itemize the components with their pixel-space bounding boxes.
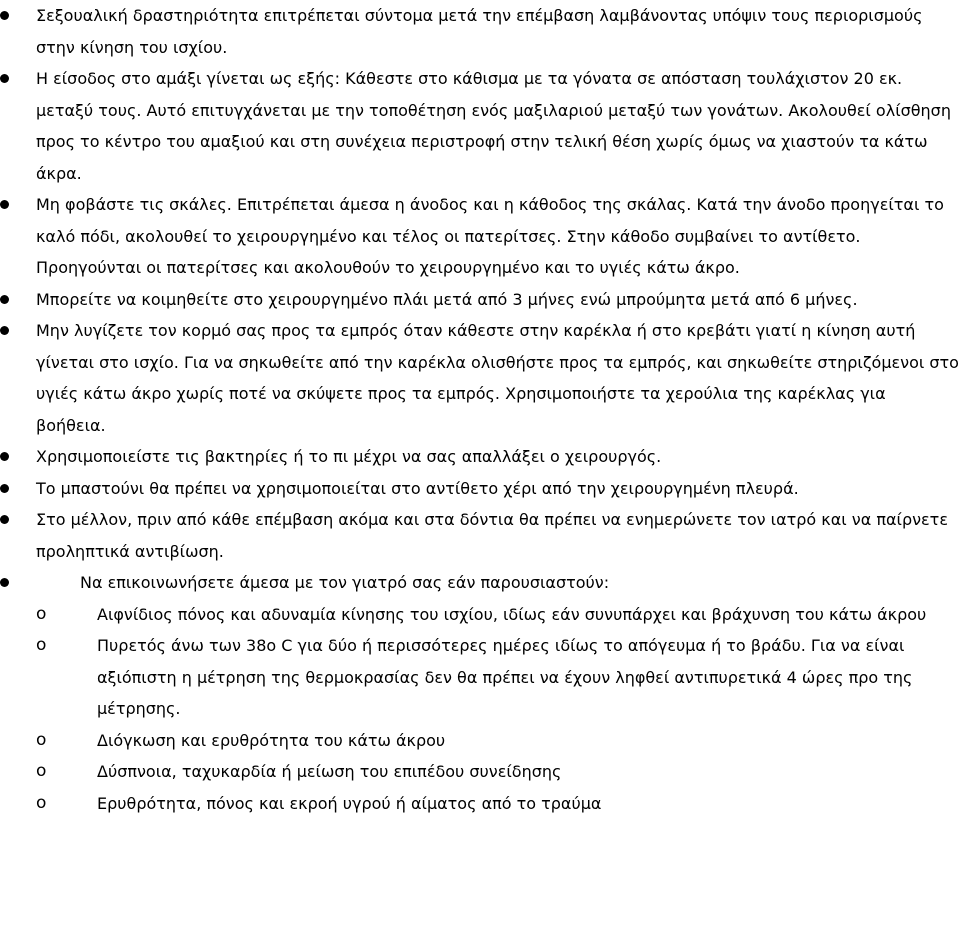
sub-list-item-text: Δύσπνοια, ταχυκαρδία ή μείωση του επιπέδου συνείδησης <box>97 762 562 781</box>
list-item <box>0 63 960 189</box>
bullet-icon <box>0 74 9 83</box>
sub-bullet-marker: o <box>36 792 47 813</box>
sub-list-item <box>0 788 960 820</box>
bullet-icon <box>0 452 9 461</box>
sub-list-item <box>0 756 960 788</box>
bullet-icon <box>0 11 9 20</box>
list-item <box>0 284 960 316</box>
list-item <box>0 441 960 473</box>
list-item <box>0 567 960 599</box>
bullet-icon <box>0 578 9 587</box>
sub-list-item-text: Αιφνίδιος πόνος και αδυναμία κίνησης του ισχίου, ιδίως εάν συνυπάρχει και βράχυνση του κάτω άκρου <box>97 604 927 624</box>
sub-list-item <box>0 725 960 757</box>
sub-list-item <box>0 599 960 631</box>
sub-bullet-marker: o <box>36 635 47 655</box>
sub-bullet-marker: o <box>36 761 47 781</box>
list-item-text: Η είσοδος στο αμάξι γίνεται ως εξής: Κάθεστε στο κάθισμα με τα γόνατα σε απόσταση τουλάχιστον 20 εκ. μεταξύ τους. Αυτό επιτυγχάνεται με την τοποθέτηση ενός μαξιλαριού μεταξύ των γονάτων. Ακολουθεί ολίσθηση προς το κέντρο του αμαξιού και στη συνέχεια περιστροφή στην τελική θέση χωρίς όμως να χιαστούν τα κάτω άκρα. <box>36 69 951 183</box>
list-item-text: Μη φοβάστε τις σκάλες. Επιτρέπεται άμεσα η άνοδος και η κάθοδος της σκάλας. Κατά την άνοδο προηγείται το καλό πόδι, ακολουθεί το χειρουργημένο και τέλος οι πατερίτσες. Στην κάθοδο συμβαίνει το αντίθετο. Προηγούνται οι πατερίτσες και ακολουθούν το χειρουργημένο και το υγιές κάτω άκρο. <box>36 195 944 277</box>
sub-list-item-text: Ερυθρότητα, πόνος και εκροή υγρού ή αίματος από το τραύμα <box>97 793 602 813</box>
sub-list-item-text: Πυρετός άνω των 38ο C για δύο ή περισσότερες ημέρες ιδίως το απόγευμα ή το βράδυ. Για να είναι αξιόπιστη η μέτρηση της θερμοκρασίας δεν θα πρέπει να έχουν ληφθεί αντιπυρετικά 4 ώρες προ της μέτρησης. <box>97 636 913 718</box>
list-item-text: Σεξουαλική δραστηριότητα επιτρέπεται σύντομα μετά την επέμβαση λαμβάνοντας υπόψιν τους περιορισμούς στην κίνηση του ισχίου. <box>36 6 923 57</box>
list-item-text: Μπορείτε να κοιμηθείτε στο χειρουργημένο πλάι μετά από 3 μήνες ενώ μπρούμητα μετά από 6 μήνες. <box>36 289 858 309</box>
bullet-icon <box>0 484 9 493</box>
list-item-text: Το μπαστούνι θα πρέπει να χρησιμοποιείται στο αντίθετο χέρι από την χειρουργημένη πλευρά. <box>36 478 799 498</box>
list-item-text: Χρησιμοποιείστε τις βακτηρίες ή το πι μέχρι να σας απαλλάξει ο χειρουργός. <box>36 447 662 466</box>
bullet-icon <box>0 295 9 304</box>
list-item <box>0 315 960 441</box>
sub-bullet-marker: o <box>36 603 47 624</box>
list-item <box>0 473 960 505</box>
list-item <box>0 504 960 567</box>
bullet-icon <box>0 515 9 524</box>
list-item <box>0 189 960 284</box>
list-item <box>0 0 960 63</box>
sub-list-item-text: Διόγκωση και ερυθρότητα του κάτω άκρου <box>97 730 446 750</box>
bullet-icon <box>0 200 9 209</box>
bullet-icon <box>0 326 9 335</box>
list-item-text: Να επικοινωνήσετε άμεσα με τον γιατρό σας εάν παρουσιαστούν: <box>80 573 610 592</box>
list-item-text: Στο μέλλον, πριν από κάθε επέμβαση ακόμα και στα δόντια θα πρέπει να ενημερώνετε τον ιατρό και να παίρνετε προληπτικά αντιβίωση. <box>36 510 948 561</box>
sub-list-item <box>0 630 960 725</box>
sub-bullet-marker: o <box>36 729 47 750</box>
list-item-text: Μην λυγίζετε τον κορμό σας προς τα εμπρός όταν κάθεστε στην καρέκλα ή στο κρεβάτι γιατί η κίνηση αυτή γίνεται στο ισχίο. Για να σηκωθείτε από την καρέκλα ολισθήστε προς τα εμπρός, και σηκωθείτε στηριζόμενοι στο υγιές κάτω άκρο χωρίς ποτέ να σκύψετε προς τα εμπρός. Χρησιμοποιήστε τα χερούλια της καρέκλας για βοήθεια. <box>36 321 959 435</box>
